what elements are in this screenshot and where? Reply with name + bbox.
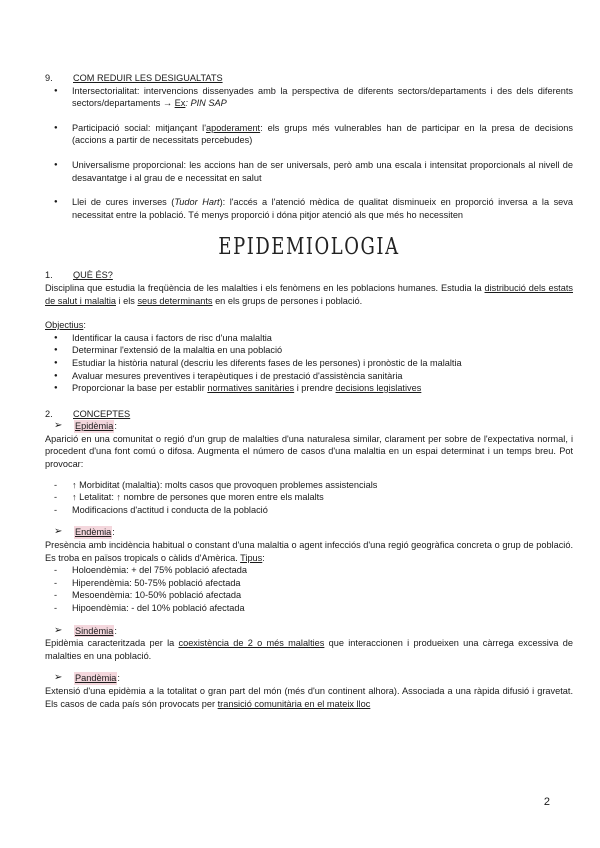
objectives-label xyxy=(45,319,573,332)
colon: : xyxy=(262,552,265,563)
section-title: COM REDUIR LES DESIGUALTATS xyxy=(73,73,223,83)
list-item xyxy=(45,159,573,184)
term-label: Endèmia xyxy=(75,527,112,538)
definition-paragraph xyxy=(45,282,573,307)
sindemia-heading: ➢ Sindèmia : xyxy=(54,624,117,636)
section-number: 9. xyxy=(45,73,53,83)
underlined-term: Tipus xyxy=(240,552,263,563)
endemia-paragraph xyxy=(45,539,573,564)
list-item: - Mesoendèmia: 10-50% població afectada xyxy=(45,589,573,602)
document-page xyxy=(45,72,573,710)
text: Proporcionar la base per establir xyxy=(72,383,208,394)
text: en els grups de persones i població. xyxy=(212,295,363,306)
section-number: 1. xyxy=(45,270,53,281)
arrow-icon: ➢ xyxy=(54,624,63,636)
arrow-icon: ➢ xyxy=(54,420,63,432)
underlined-term: distribució dels estats de salut i malaltia xyxy=(45,282,573,306)
endemia-types-list xyxy=(45,564,573,614)
list-item xyxy=(45,382,573,395)
section-number: 2. xyxy=(45,408,53,419)
item-text: : intervencions dissenyades amb la perspectiva de diferents sectors/departaments i des dels diferents sectors/departaments → xyxy=(72,85,573,109)
list-item: - Hiperendèmia: 50-75% població afectada xyxy=(45,577,573,590)
text: Disciplina que estudia la freqüència de les malalties i els fenòmens en les poblacions humanes. Estudia la xyxy=(45,282,485,293)
underlined-term: transició comunitària en el mateix lloc xyxy=(217,698,371,709)
item-text: ): l'accés a l'atenció mèdica de qualitat disminueix en proporció inversa a la seva necessitat entre la població. Té menys proporció i dóna pitjor atenció als que més ho necessiten xyxy=(72,197,573,220)
underlined-term: decisions legislatives xyxy=(335,383,422,394)
item-term: Universalisme proporcional xyxy=(72,159,184,170)
item-term: Llei de cures inverses ( xyxy=(72,197,175,208)
text: Presència amb incidència habitual o constant d'una malaltia o agent infecciós d'una regió geogràfica concreta o grup de població. Es troba en països tropicals o càlids d'Amèrica. xyxy=(45,540,573,563)
underlined-term: normatives sanitàries xyxy=(207,383,295,394)
item-term: Intersectorialitat xyxy=(72,85,137,96)
sindemia-paragraph xyxy=(45,637,573,662)
text: i prendre xyxy=(294,383,336,394)
item-text: : els grups més vulnerables han de participar en la presa de decisions (accions a partir de necessitats percebudes) xyxy=(72,122,573,146)
section-1-heading xyxy=(45,269,573,282)
term-label: Sindèmia xyxy=(75,625,114,636)
list-item: ● Determinar l'extensió de la malaltia en una població xyxy=(45,344,573,357)
list-item: - Holoendèmia: + del 75% població afectada xyxy=(45,564,573,577)
list-item xyxy=(45,196,573,221)
arrow-icon: ➢ xyxy=(54,526,63,538)
endemia-heading: ➢ Endèmia : xyxy=(54,526,115,538)
objectives-list xyxy=(45,332,573,395)
underlined-term: seus determinants xyxy=(137,295,213,306)
underlined-term: apoderament xyxy=(205,122,261,133)
list-item: - Modificacions d'actitud i conducta de la població xyxy=(45,504,573,517)
epidemia-heading: ➢ Epidèmia : xyxy=(54,420,117,432)
text: que interaccionen i produeixen una càrrega excessiva de malalties en una població. xyxy=(45,638,573,661)
epidemia-effects-list xyxy=(45,479,573,517)
list-item: - Hipoendèmia: - del 10% població afectada xyxy=(45,602,573,615)
colon: : xyxy=(83,320,86,331)
list-item: ● Estudiar la història natural (descriu les diferents fases de les persones) i pronòstic de la malaltia xyxy=(45,357,573,370)
pandemia-heading: ➢ Pandèmia : xyxy=(54,672,120,684)
list-item: - ↑ Morbiditat (malaltia): molts casos que provoquen problemes assistencials xyxy=(45,479,573,492)
item-text: : mitjançant l' xyxy=(147,122,206,133)
main-title: EPIDEMIOLOGIA xyxy=(218,234,400,261)
example-text: : PIN SAP xyxy=(185,98,227,109)
term-label: Epidèmia xyxy=(75,421,114,432)
list-item: - ↑ Letalitat: ↑ nombre de persones que moren entre els malalts xyxy=(45,491,573,504)
list-item: ● Identificar la causa i factors de risc d'una malaltia xyxy=(45,332,573,345)
pandemia-paragraph xyxy=(45,685,573,710)
section-title: QUÈ ÉS? xyxy=(73,270,113,281)
list-item xyxy=(45,122,573,147)
section-9-heading xyxy=(45,72,573,85)
item-text: : les accions han de ser universals, però amb una escala i intensitat proporcionals al nivell de desavantatge i al grau de e necessitat en salut xyxy=(72,159,573,183)
term-label: Pandèmia xyxy=(75,673,117,684)
example-label: Ex xyxy=(174,98,186,109)
list-item xyxy=(45,85,573,110)
objectives-heading: Objectius xyxy=(45,320,84,331)
epidemia-paragraph: Aparició en una comunitat o regió d'un grup de malalties d'una naturalesa similar, clarament per sobre de l'expectativa normal, i procedent d'una font comú o difosa. Augmenta el número de casos d'una malaltia en un espai determinat i un temps breu. Pot provocar: xyxy=(45,433,573,470)
item-term: Participació social xyxy=(72,122,148,133)
text: Extensió d'una epidèmia a la totalitat o gran part del món (més d'un continent alhora). Associada a una ràpida difusió i gravetat. Els casos de cada país són provocats per xyxy=(45,685,573,709)
reduce-inequalities-list xyxy=(45,85,573,222)
text: Epidèmia caracteritzada per la xyxy=(45,638,179,649)
underlined-term: coexistència de 2 o més malalties xyxy=(178,638,325,649)
section-2-heading xyxy=(45,408,573,421)
text: i els xyxy=(115,295,138,306)
section-title: CONCEPTES xyxy=(73,408,131,419)
arrow-icon: ➢ xyxy=(54,672,63,684)
author-name: Tudor Hart xyxy=(174,197,220,208)
list-item: ● Avaluar mesures preventives i terapèutiques i de prestació d'assistència sanitària xyxy=(45,370,573,383)
page-number: 2 xyxy=(543,796,550,808)
